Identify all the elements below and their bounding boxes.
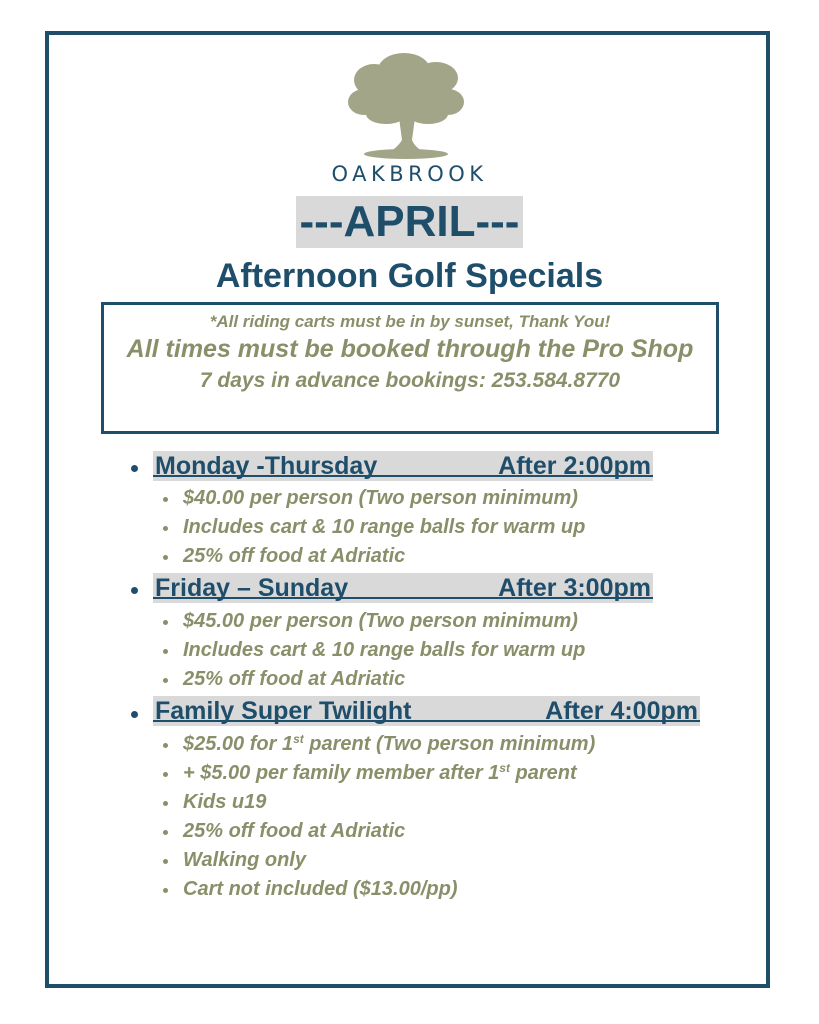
bullet [163,772,168,777]
bullet [163,743,168,748]
list-item: Includes cart & 10 range balls for warm up [183,516,586,538]
section-heading [153,451,653,481]
bullet [163,830,168,835]
bullet [131,711,138,718]
section-days: Friday – Sunday [155,574,349,602]
bullet [131,465,138,472]
bullet [163,620,168,625]
list-item: Includes cart & 10 range balls for warm up [183,639,586,661]
section-time: After 3:00pm [498,574,651,602]
list-item: 25% off food at Adriatic [183,820,406,842]
list-item: Walking only [183,849,306,871]
bullet [163,678,168,683]
list-item: $45.00 per person (Two person minimum) [183,610,578,632]
bullet [163,859,168,864]
section-heading [153,573,653,603]
bullet [163,497,168,502]
list-item: Cart not included ($13.00/pp) [183,878,458,900]
section-time: After 2:00pm [498,452,651,480]
booking-note: All times must be booked through the Pro Shop [126,335,694,363]
section-time: After 4:00pm [545,697,698,725]
list-item: 25% off food at Adriatic [183,668,406,690]
bullet [163,888,168,893]
list-item: $25.00 for 1st parent (Two person minimum) [183,732,596,755]
month-heading: ---APRIL--- [296,196,524,248]
list-item: Kids u19 [183,791,267,813]
bullet [131,587,138,594]
list-item: + $5.00 per family member after 1st parent [183,761,577,784]
bullet [163,801,168,806]
brand-wordmark: OAKBROOK [331,162,488,186]
section-days: Family Super Twilight [155,697,412,725]
bullet [163,555,168,560]
bullet [163,526,168,531]
booking-notice [101,302,719,434]
list-item: 25% off food at Adriatic [183,545,406,567]
list-item: $40.00 per person (Two person minimum) [183,487,578,509]
bullet [163,649,168,654]
sunset-note: *All riding carts must be in by sunset, Thank You! [209,312,611,331]
section-days: Monday -Thursday [155,452,378,480]
phone-note: 7 days in advance bookings: 253.584.8770 [199,369,621,392]
section-heading [153,696,700,726]
oak-tree-icon [346,52,466,160]
page-title: Afternoon Golf Specials [215,257,604,295]
